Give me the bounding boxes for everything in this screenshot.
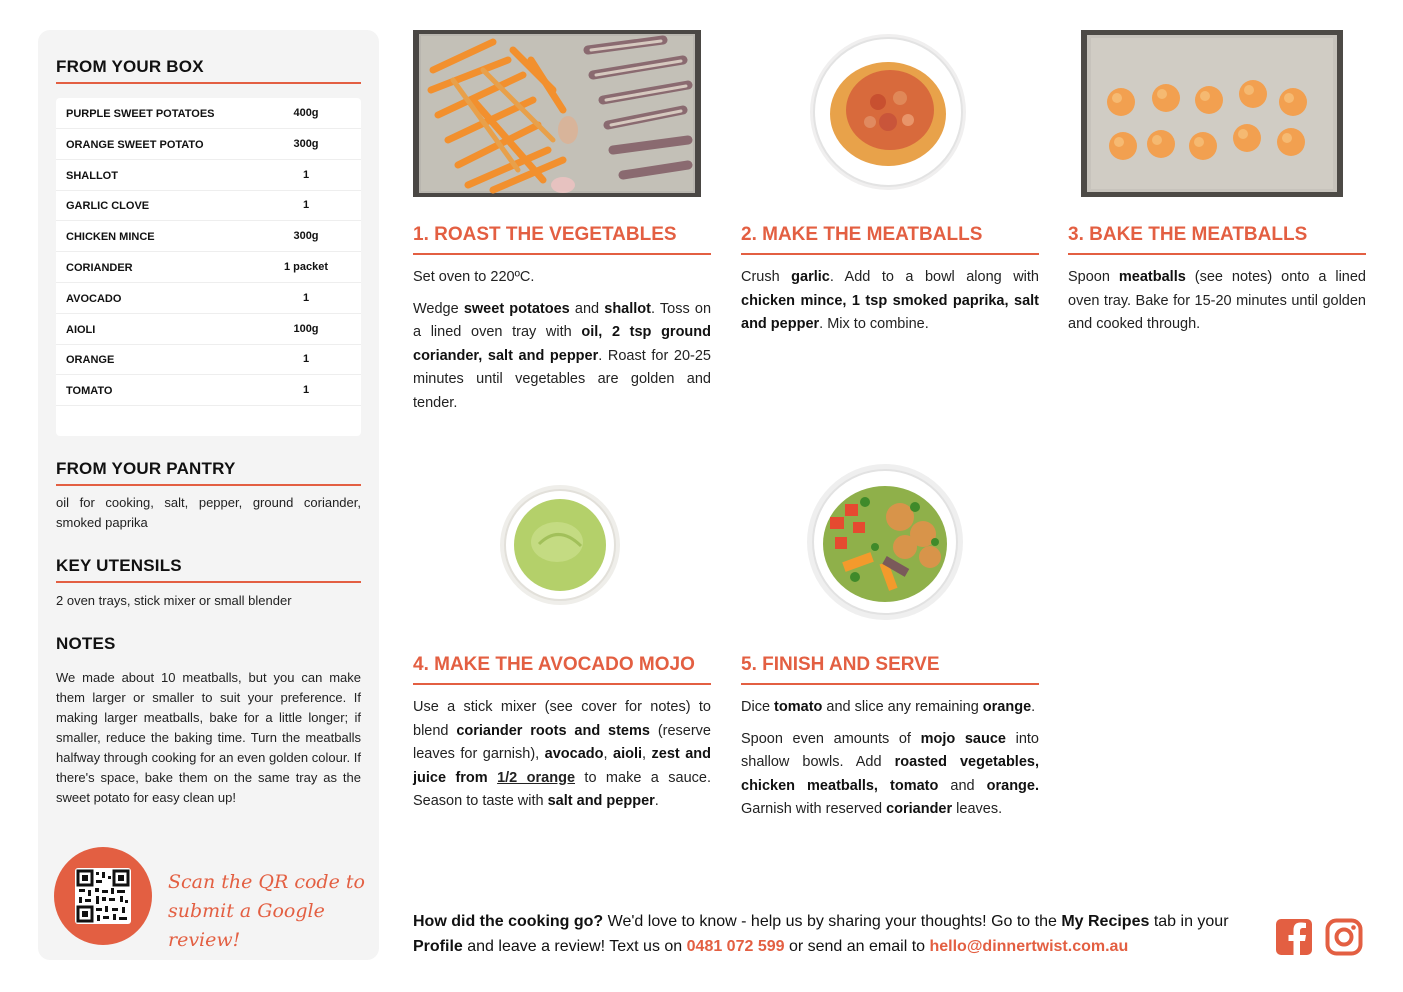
step-text-run: chicken mince, 1 tsp smoked paprika, salt and pepper xyxy=(741,292,1039,332)
step-text-run: Crush xyxy=(741,269,792,285)
step-text-run: . Mix to combine. xyxy=(819,316,929,332)
ingredient-name: ORANGE xyxy=(66,354,115,367)
step-text-run: and xyxy=(938,777,987,794)
notes-text: We made about 10 meatballs, but you can make them larger or smaller to suit your preference. If making larger meatballs, bake for a little longer; if smaller, reduce the baking time. Turn the meatballs halfway through cooking for an even golden colour. If there's space, bake them on the same tray as the sweet potato for easy clean up! xyxy=(56,670,361,805)
facebook-icon[interactable] xyxy=(1275,918,1313,956)
ingredient-row xyxy=(56,190,361,221)
my-recipes-link[interactable]: My Recipes xyxy=(1061,913,1150,930)
step-rule xyxy=(1068,253,1366,255)
heading-rule xyxy=(56,82,361,84)
ingredient-qty: 300g xyxy=(293,137,319,150)
step-paragraph xyxy=(413,266,711,290)
ingredient-name: GARLIC CLOVE xyxy=(66,200,150,213)
step-text-run: . Roast for 20-25 minutes until vegetables are golden and tender. xyxy=(413,347,711,411)
step-text-run: (reserve leaves for garnish), xyxy=(413,722,711,762)
email-link[interactable]: hello@dinnertwist.com.au xyxy=(929,938,1129,955)
step-text-run: Use a stick mixer (see cover for notes) to blend xyxy=(413,699,711,739)
step-text-run: Dice xyxy=(741,699,775,715)
step-text-run: Spoon even amounts of xyxy=(741,730,921,747)
ingredient-row xyxy=(56,344,361,375)
step-5-body xyxy=(741,696,1039,830)
heading-rule xyxy=(56,581,361,583)
step-3-title: 3. BAKE THE MEATBALLS xyxy=(1068,224,1308,245)
step-text-run: aioli xyxy=(613,746,643,762)
ingredient-name: AIOLI xyxy=(66,323,96,336)
step-text-run: avocado xyxy=(544,746,604,762)
step-paragraph xyxy=(741,728,1039,822)
from-your-pantry-heading: FROM YOUR PANTRY xyxy=(56,459,236,478)
step-text-run: into shallow bowls. Add xyxy=(741,730,1039,770)
step-text-run: . Add to a bowl along with xyxy=(829,269,1039,285)
phone-link[interactable]: 0481 072 599 xyxy=(686,938,785,955)
step-rule xyxy=(741,253,1039,255)
step-rule xyxy=(413,253,711,255)
ingredient-name: TOMATO xyxy=(66,385,113,398)
qr-caption xyxy=(168,868,368,955)
finished-dish-photo xyxy=(805,462,965,622)
step-4-body xyxy=(413,696,711,822)
step-paragraph xyxy=(741,266,1039,337)
from-your-box-heading: FROM YOUR BOX xyxy=(56,57,204,76)
step-text-run: zest and juice from xyxy=(413,746,711,786)
footer-question: How did the cooking go? xyxy=(413,913,604,930)
footer-text: We'd love to know - help us by sharing your thoughts! Go to the xyxy=(603,913,1062,930)
step-text-run: oil, 2 tsp ground coriander, salt and pepper xyxy=(413,324,711,364)
step-4-title: 4. MAKE THE AVOCADO MOJO xyxy=(413,654,695,675)
step-text-run: and slice any remaining xyxy=(822,699,983,715)
qr-caption-line: submit a Google review! xyxy=(168,900,325,951)
profile-link[interactable]: Profile xyxy=(413,938,463,955)
instagram-icon[interactable] xyxy=(1325,918,1363,956)
step-text-run: orange. xyxy=(986,777,1039,794)
step-text-run: sweet potatoes xyxy=(463,300,570,317)
step-text-run: . xyxy=(654,793,659,809)
ingredient-qty: 1 packet xyxy=(283,261,329,273)
step-text-run: Garnish with reserved xyxy=(741,801,887,817)
step-text-run: , xyxy=(603,746,614,762)
ingredient-row xyxy=(56,375,361,406)
step-text-run: coriander roots and stems xyxy=(456,722,650,739)
roast-vegetables-photo xyxy=(413,30,701,197)
ingredient-row xyxy=(56,283,361,314)
ingredient-qty: 300g xyxy=(293,230,319,243)
utensils-text: 2 oven trays, stick mixer or small blender xyxy=(56,593,292,608)
meatball-mix-photo xyxy=(808,32,968,192)
step-text-run: leaves. xyxy=(952,801,1003,817)
qr-code-icon[interactable] xyxy=(75,868,131,924)
step-1-body xyxy=(413,266,711,423)
ingredient-qty: 1 xyxy=(302,168,310,181)
ingredients-sidebar xyxy=(38,30,379,960)
ingredient-row xyxy=(56,129,361,160)
step-text-run: (see notes) onto a lined oven tray. Bake for 15-20 minutes until golden and cooked through. xyxy=(1068,269,1366,332)
step-text-run: to make a sauce. Season to taste with xyxy=(413,769,712,809)
step-rule xyxy=(741,683,1039,685)
heading-rule xyxy=(56,484,361,486)
ingredient-name: AVOCADO xyxy=(66,292,122,305)
step-5-title: 5. FINISH AND SERVE xyxy=(741,654,940,675)
ingredient-qty: 1 xyxy=(302,291,310,304)
step-1-title: 1. ROAST THE VEGETABLES xyxy=(413,224,677,245)
step-text-run: shallot xyxy=(604,300,651,317)
step-3-body xyxy=(1068,266,1366,345)
notes-heading: NOTES xyxy=(56,634,116,653)
ingredient-qty: 1 xyxy=(302,353,310,366)
step-paragraph xyxy=(413,298,711,416)
step-paragraph xyxy=(1068,266,1366,337)
step-text-run: salt and pepper xyxy=(547,793,655,809)
ingredients-table xyxy=(56,98,361,436)
ingredient-qty: 1 xyxy=(302,199,310,212)
step-text-run: . Toss on a lined oven tray with xyxy=(413,300,712,340)
ingredient-qty: 1 xyxy=(302,384,310,397)
ingredient-name: CHICKEN MINCE xyxy=(66,231,155,244)
step-text-run: coriander xyxy=(886,801,953,817)
footer-text: tab in your xyxy=(1149,913,1229,930)
step-rule xyxy=(413,683,711,685)
baked-meatballs-photo xyxy=(1081,30,1343,197)
step-paragraph xyxy=(741,696,1039,720)
step-text-run: mojo sauce xyxy=(920,730,1006,747)
feedback-footer xyxy=(413,909,1263,959)
step-text-run: tomato xyxy=(774,699,823,715)
step-text-run: Spoon xyxy=(1068,269,1119,285)
ingredient-row xyxy=(56,98,361,129)
step-text-run: , xyxy=(642,746,652,762)
qr-caption-line: Scan the QR code to xyxy=(168,871,365,893)
ingredient-row xyxy=(56,160,361,191)
step-text-run: meatballs xyxy=(1118,269,1186,285)
ingredient-name: SHALLOT xyxy=(66,169,118,182)
step-text-run: and xyxy=(569,300,605,317)
step-text-run: Set oven to 220ºC. xyxy=(413,269,535,285)
step-2-title: 2. MAKE THE MEATBALLS xyxy=(741,224,983,245)
pantry-text: oil for cooking, salt, pepper, ground coriander, smoked paprika xyxy=(56,495,361,530)
step-paragraph xyxy=(413,696,711,814)
ingredient-row xyxy=(56,314,361,345)
step-text-run: orange xyxy=(982,699,1032,715)
ingredient-qty: 100g xyxy=(293,322,319,335)
step-text-run: garlic xyxy=(791,269,830,285)
ingredient-name: CORIANDER xyxy=(66,262,133,274)
qr-code-badge[interactable] xyxy=(54,847,152,945)
ingredient-row xyxy=(56,221,361,252)
step-2-body xyxy=(741,266,1039,345)
key-utensils-heading: KEY UTENSILS xyxy=(56,556,182,575)
avocado-mojo-photo xyxy=(499,484,621,606)
step-text-run: Wedge xyxy=(413,300,464,317)
footer-text: and leave a review! Text us on xyxy=(462,938,687,955)
step-text-run: 1/2 orange xyxy=(497,769,576,786)
ingredient-name: ORANGE SWEET POTATO xyxy=(66,138,204,151)
step-text-run: roasted vegetables, chicken meatballs, tomato xyxy=(741,754,1039,794)
footer-text: or send an email to xyxy=(784,938,930,955)
ingredient-name: PURPLE SWEET POTATOES xyxy=(66,108,215,120)
ingredient-qty: 400g xyxy=(293,107,319,119)
ingredient-row xyxy=(56,252,361,283)
step-text-run: . xyxy=(1031,699,1036,715)
